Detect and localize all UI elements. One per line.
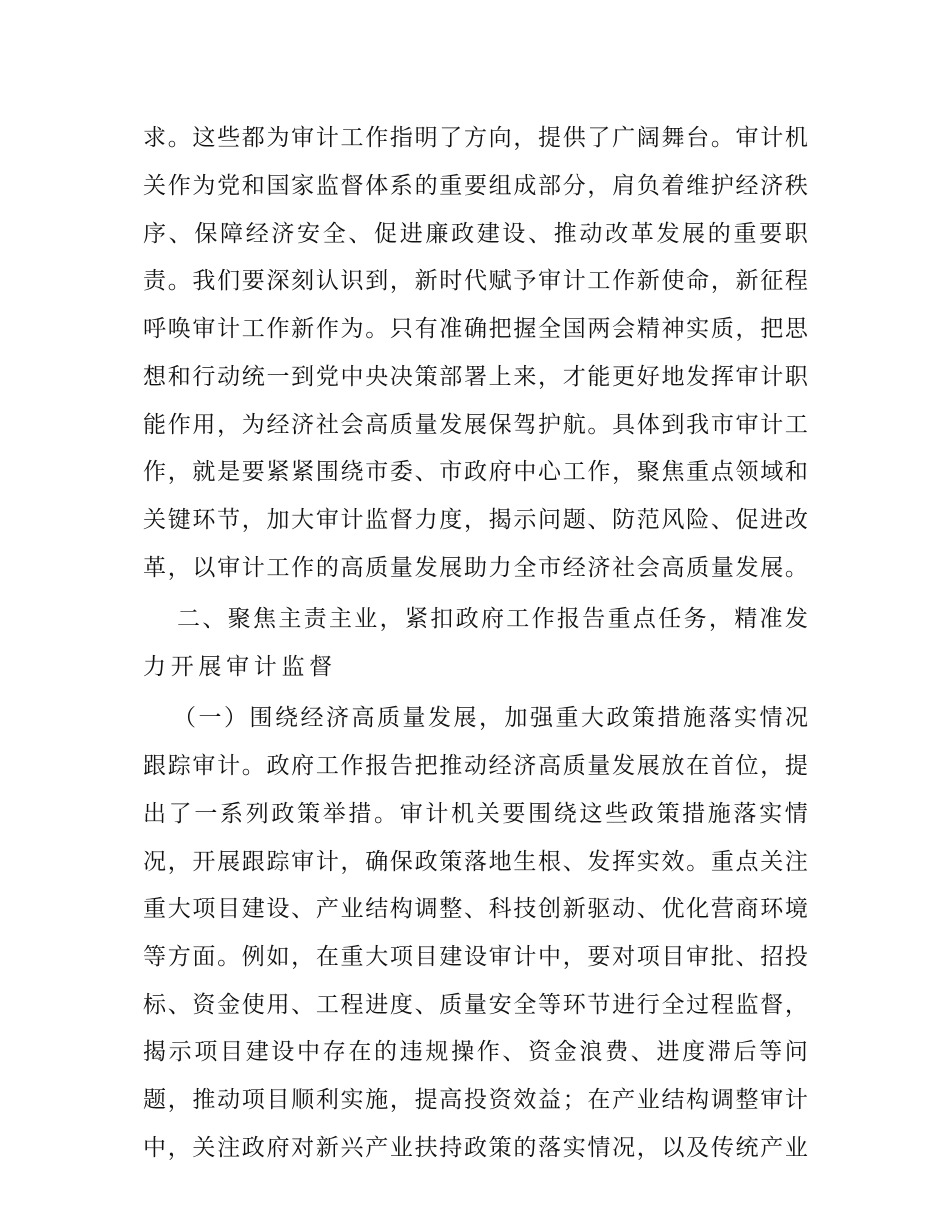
- paragraph-3-line-7: 标 、 资 金 使 用 、 工 程 进 度 、 质 量 安 全 等 环 节 进 行 全 过 程 监 督 ，: [143, 992, 808, 1018]
- paragraph-1-line-5: 呼 唤 审 计 工 作 新 作 为 。 只 有 准 确 把 握 全 国 两 会 精 神 实 质 ， 把 思: [143, 316, 808, 342]
- paragraph-3-line-3: 出 了 一 系 列 政 策 举 措 。 审 计 机 关 要 围 绕 这 些 政 策 措 施 落 实 情: [143, 801, 808, 827]
- paragraph-3-line-1: （ 一 ） 围 绕 经 济 高 质 量 发 展 ， 加 强 重 大 政 策 措 施 落 实 情 况: [173, 705, 808, 731]
- paragraph-1-line-2: 关 作 为 党 和 国 家 监 督 体 系 的 重 要 组 成 部 分 ， 肩 负 着 维 护 经 济 秩: [143, 173, 808, 199]
- paragraph-3-line-10: 中 ， 关 注 政 府 对 新 兴 产 业 扶 持 政 策 的 落 实 情 况 ， 以 及 传 统 产 业: [143, 1135, 808, 1161]
- section-heading-line-1: 二 、 聚 焦 主 责 主 业 ， 紧 扣 政 府 工 作 报 告 重 点 任 务 ， 精 准 发: [177, 606, 808, 632]
- paragraph-3-line-9: 题 ， 推 动 项 目 顺 利 实 施 ， 提 高 投 资 效 益 ； 在 产 业 结 构 调 整 审 计: [143, 1087, 808, 1113]
- paragraph-1-line-9: 关 键 环 节 ， 加 大 审 计 监 督 力 度 ， 揭 示 问 题 、 防 范 风 险 、 促 进 改: [143, 507, 808, 533]
- paragraph-3-line-6: 等 方 面 。 例 如 ， 在 重 大 项 目 建 设 审 计 中 ， 要 对 项 目 审 批 、 招 投: [143, 944, 808, 970]
- paragraph-1-line-3: 序 、 保 障 经 济 安 全 、 促 进 廉 政 建 设 、 推 动 改 革 发 展 的 重 要 职: [143, 221, 808, 247]
- section-heading-line-2: 力 开 展 审 计 监 督: [143, 654, 333, 680]
- paragraph-1-line-10: 革 ， 以 审 计 工 作 的 高 质 量 发 展 助 力 全 市 经 济 社 会 高 质 量 发 展 。: [143, 555, 808, 581]
- paragraph-1-line-1: 求 。 这 些 都 为 审 计 工 作 指 明 了 方 向 ， 提 供 了 广 阔 舞 台 。 审 计 机: [143, 125, 808, 151]
- paragraph-3-line-5: 重 大 项 目 建 设 、 产 业 结 构 调 整 、 科 技 创 新 驱 动 、 优 化 营 商 环 境: [143, 896, 808, 922]
- paragraph-1-line-4: 责 。 我 们 要 深 刻 认 识 到 ， 新 时 代 赋 予 审 计 工 作 新 使 命 ， 新 征 程: [143, 268, 808, 294]
- paragraph-1-line-7: 能 作 用 ， 为 经 济 社 会 高 质 量 发 展 保 驾 护 航 。 具 体 到 我 市 审 计 工: [143, 412, 808, 438]
- paragraph-3-line-4: 况 ， 开 展 跟 踪 审 计 ， 确 保 政 策 落 地 生 根 、 发 挥 实 效 。 重 点 关 注: [143, 849, 808, 875]
- paragraph-3-line-8: 揭 示 项 目 建 设 中 存 在 的 违 规 操 作 、 资 金 浪 费 、 进 度 滞 后 等 问: [143, 1039, 808, 1065]
- paragraph-1-line-6: 想 和 行 动 统 一 到 党 中 央 决 策 部 署 上 来 ， 才 能 更 好 地 发 挥 审 计 职: [143, 364, 808, 390]
- paragraph-1-line-8: 作 ， 就 是 要 紧 紧 围 绕 市 委 、 市 政 府 中 心 工 作 ， 聚 焦 重 点 领 域 和: [143, 459, 808, 485]
- paragraph-3-line-2: 跟 踪 审 计 。 政 府 工 作 报 告 把 推 动 经 济 高 质 量 发 展 放 在 首 位 ， 提: [143, 753, 808, 779]
